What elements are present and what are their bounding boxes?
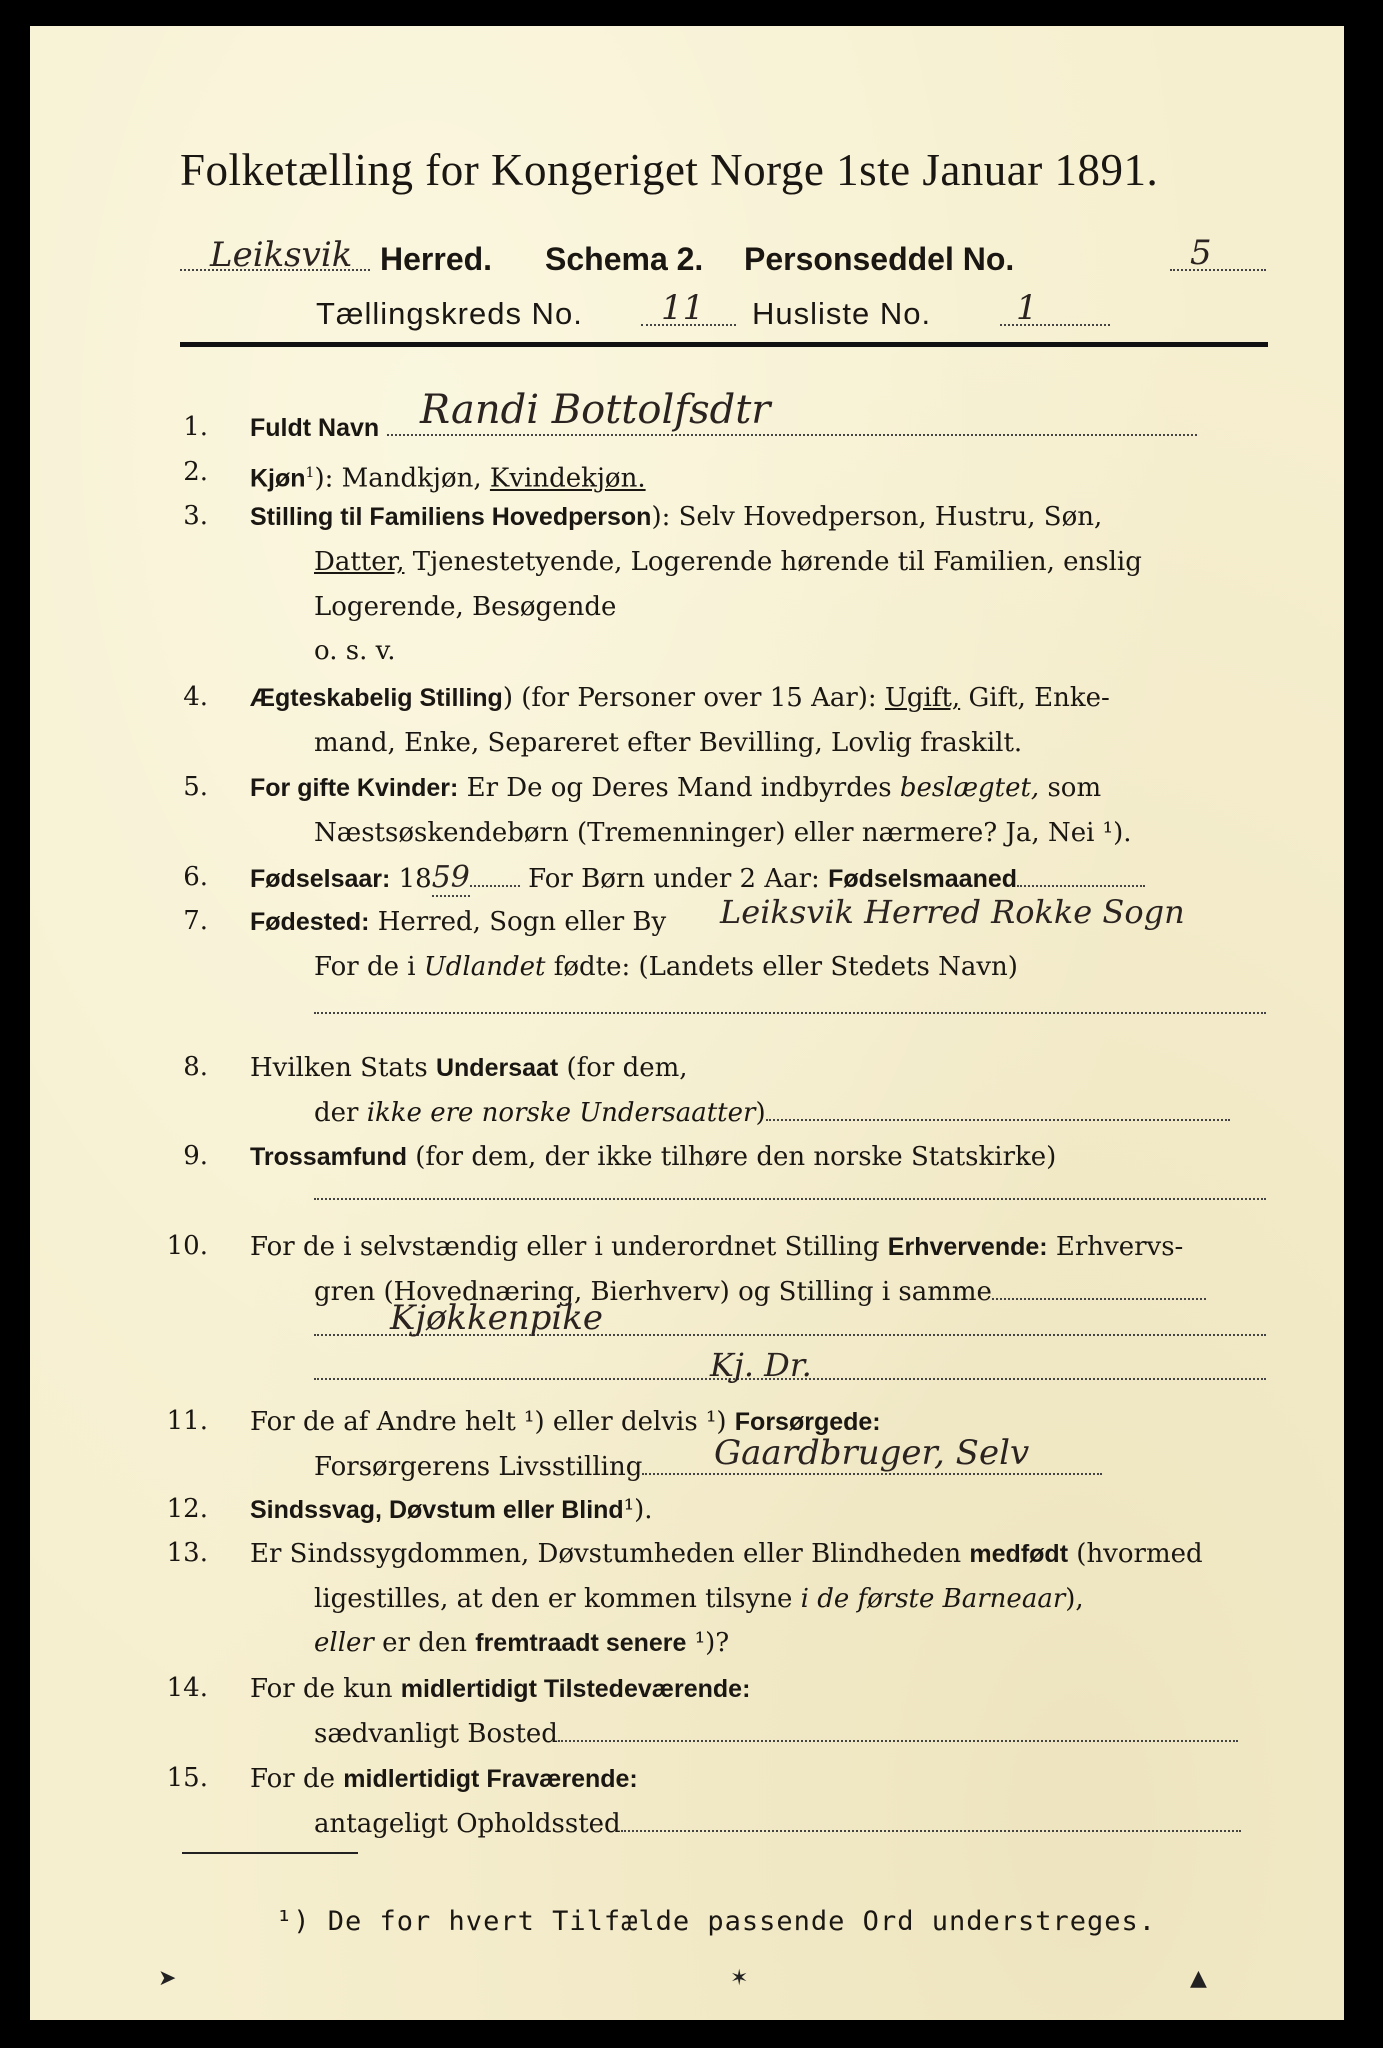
herred-label: Herred. <box>380 241 493 277</box>
q12-label: Sindssvag, Døvstum eller Blind <box>250 1496 624 1524</box>
q2-row: Kjøn$^1$): Mandkjøn, Kvindekjøn. <box>250 463 646 494</box>
husliste-label: Husliste No. <box>752 296 932 331</box>
q9-label: Trossamfund <box>250 1143 407 1171</box>
q8-row: Hvilken Stats Undersaat (for dem, <box>250 1053 688 1083</box>
q4-number: 4. <box>183 682 208 712</box>
q6-number: 6. <box>183 862 208 892</box>
q10-answer-2: Kj. Dr. <box>710 1346 812 1384</box>
q11-label: Forsørgede: <box>734 1408 881 1436</box>
q12-number: 12. <box>166 1494 208 1524</box>
q3-number: 3. <box>183 501 208 531</box>
q14-label: midlertidigt Tilstedeværende: <box>400 1675 751 1703</box>
q1-row <box>250 387 1270 444</box>
q14-row: For de kun midlertidigt Tilstedeværende: <box>250 1674 751 1704</box>
q4-row: Ægteskabelig Stilling) (for Personer over 15 Aar): Ugift, Gift, Enke- <box>250 683 1110 713</box>
q3-label: Stilling til Familiens Hovedperson <box>250 503 652 531</box>
kreds-number: 11 <box>661 288 705 328</box>
q6-label: Fødselsaar: <box>250 865 391 893</box>
herred-handwritten: Leiksvik <box>210 235 353 275</box>
q2-number: 2. <box>183 457 208 487</box>
q10-row: For de i selvstændig eller i underordnet Stilling Erhvervende: Erhvervs- <box>250 1232 1184 1262</box>
footnote-rule <box>182 1852 358 1854</box>
q15-label: midlertidigt Fraværende: <box>343 1765 638 1793</box>
q4-label: Ægteskabelig Stilling <box>250 684 503 712</box>
q9-blank-line <box>314 1198 1266 1200</box>
q10-label: Erhvervende: <box>887 1233 1048 1261</box>
q2-selected: Kvindekjøn. <box>489 463 646 494</box>
kreds-label: Tællingskreds No. <box>316 296 583 331</box>
q1-answer: Randi Bottolfsdtr <box>420 387 771 433</box>
personseddel-label: Personseddel No. <box>744 241 1015 277</box>
q13-number: 13. <box>166 1538 208 1568</box>
q11-number: 11. <box>166 1406 208 1436</box>
schema-label: Schema 2. <box>545 241 704 277</box>
personseddel-number: 5 <box>1190 233 1212 273</box>
q7-answer: Leiksvik Herred Rokke Sogn <box>720 893 1185 931</box>
q8-label: Undersaat <box>435 1054 559 1082</box>
q12-row: Sindssvag, Døvstum eller Blind¹). <box>250 1495 653 1525</box>
form-title: Folketælling for Kongeriget Norge 1ste Januar 1891. <box>180 145 1159 195</box>
census-form: Folketælling for Kongeriget Norge 1ste Januar 1891. Leiksvik Herred. Schema 2. Personseddel No. 5 Tællingskreds No. 11 Husliste No. 1 1. Fuldt Navn Randi Bottolfsdtr 2. Kjøn$^1$): Mandkjøn, Kvindekjøn. 3. Stilling til Familiens Hovedperson): Selv Hovedperson, Hustru, Søn, Datter, Tjenestetyende, Logerende hørende til Familien, enslig Logerende, Besøgende o. s. v. 4. Ægteskabelig Stilling) (for Personer over 15 Aar): Ugift, Gift, Enke- mand, Enke, Separeret efter Bevilling, Lovlig fraskilt. 5. For gifte Kvinder: Er De og Deres Mand indbyrdes beslægtet, som Næstsøskendebørn (Tremenninger) eller nærmere? Ja, Nei ¹). 6. Fødselsaar: 1859 For Børn under 2 Aar: Fødselsmaaned 7. Fødested: Herred, Sogn eller By Leiksvik Herred Rokke Sogn For de i Udlandet fødte: (Landets eller Stedets Navn) 8. Hvilken Stats Undersaat (for dem, der ikke ere norske Undersaatter) 9. Trossamfund (for dem, der ikke tilhøre den norske Statskirke) 10. For de i selvstændig eller i underordnet Stilling Erhvervende: Erhvervs- gren (Hovednæring, Bierhverv) og Stilling i samme Kjøkkenpike Kj. Dr. 11. For de af Andre helt ¹) eller delvis ¹) Forsørgede: Forsørgerens Livsstilling Gaardbruger, Selv 12. Sindssvag, Døvstum eller Blind¹). 13. Er Sindssygdommen, Døvstumheden eller Blindheden medfødt (hvormed ligestilles, at den er kommen tilsyne i de første Barneaar), eller er den fremtraadt senere ¹)? 14. For de kun midlertidigt Tilstedeværende: sædvanligt Bosted 15. For de midlertidigt Fraværende: antageligt Opholdssted ¹) De for hvert Tilfælde passende Ord understreges. ➤ ✶ ▲ <box>30 26 1344 2020</box>
corner-mark-left: ➤ <box>158 1966 177 1991</box>
corner-mark-right: ▲ <box>1190 1966 1207 1991</box>
q15-number: 15. <box>166 1763 208 1793</box>
q3-row: Stilling til Familiens Hovedperson): Selv Hovedperson, Hustru, Søn, <box>250 502 1103 532</box>
q11-row: For de af Andre helt ¹) eller delvis ¹) Forsørgede: <box>250 1407 881 1437</box>
q7-number: 7. <box>183 906 208 936</box>
header-rule <box>180 342 1268 347</box>
q7-blank-line <box>314 1012 1266 1014</box>
q2-label: Kjøn <box>250 464 306 493</box>
q10-number: 10. <box>166 1231 208 1261</box>
q4-selected: Ugift, <box>884 683 961 713</box>
center-mark: ✶ <box>730 1966 749 1991</box>
q7-row: Fødested: Herred, Sogn eller By Leiksvik Herred Rokke Sogn <box>250 893 1185 937</box>
q14-number: 14. <box>166 1673 208 1703</box>
husliste-number: 1 <box>1016 288 1038 328</box>
q7-label: Fødested: <box>250 908 370 936</box>
q6-row: Fødselsaar: 1859 For Børn under 2 Aar: Fødselsmaaned <box>250 862 1270 895</box>
q5-row: For gifte Kvinder: Er De og Deres Mand indbyrdes beslægtet, som <box>250 773 1102 803</box>
q1-number: 1. <box>183 412 208 442</box>
q3-selected: Datter, <box>314 547 405 577</box>
q5-number: 5. <box>183 772 208 802</box>
q8-number: 8. <box>183 1052 208 1082</box>
q9-number: 9. <box>183 1141 208 1171</box>
q9-row: Trossamfund (for dem, der ikke tilhøre den norske Statskirke) <box>250 1142 1057 1172</box>
q10-answer: Kjøkkenpike <box>390 1298 603 1338</box>
q6-year-handwritten: 59 <box>431 860 470 895</box>
q13-label: medfødt <box>969 1540 1069 1568</box>
q5-label: For gifte Kvinder: <box>250 774 459 802</box>
q15-row: For de midlertidigt Fraværende: <box>250 1764 638 1794</box>
q1-label: Fuldt Navn <box>250 414 380 442</box>
herred-line <box>180 233 1268 281</box>
footnote: ¹) De for hvert Tilfælde passende Ord understreges. <box>276 1906 1157 1937</box>
q13-row: Er Sindssygdommen, Døvstumheden eller Blindheden medfødt (hvormed <box>250 1539 1203 1569</box>
kreds-line <box>316 288 1136 336</box>
q11-answer: Gaardbruger, Selv <box>714 1433 1030 1473</box>
